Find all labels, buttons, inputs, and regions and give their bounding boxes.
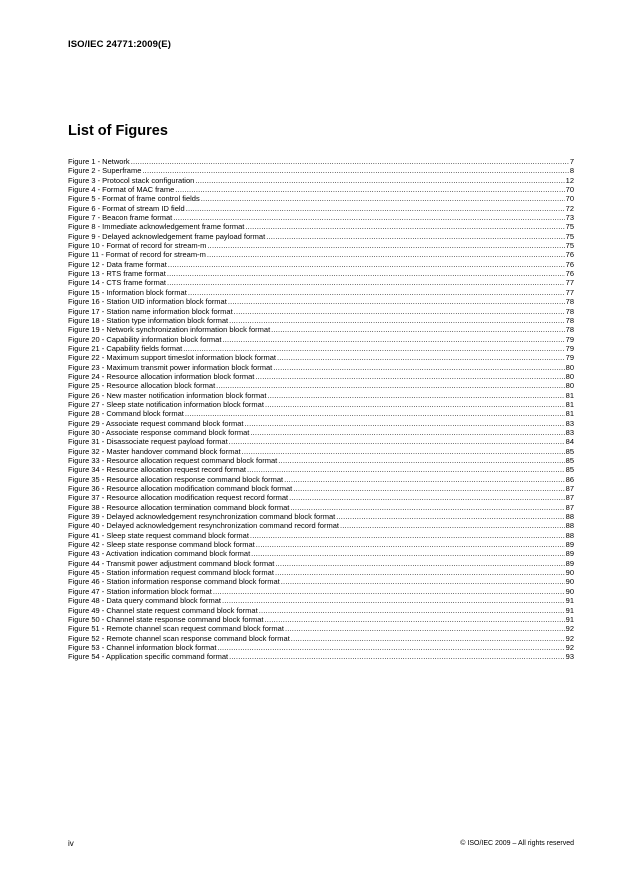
toc-entry[interactable]: [68, 288, 574, 297]
dot-leader: [266, 232, 564, 241]
figure-label: Figure 15 - Information block format: [68, 287, 187, 297]
toc-entry[interactable]: [68, 185, 574, 194]
figure-page-number: 92: [565, 633, 574, 643]
figure-page-number: 8: [569, 166, 574, 176]
toc-entry[interactable]: [68, 559, 574, 568]
figure-page-number: 89: [565, 558, 574, 568]
figure-label: Figure 13 - RTS frame format: [68, 269, 166, 279]
figure-page-number: 73: [565, 213, 574, 223]
figure-page-number: 88: [565, 512, 574, 522]
toc-entry[interactable]: [68, 531, 574, 540]
toc-entry[interactable]: [68, 624, 574, 633]
dot-leader: [245, 222, 564, 231]
dot-leader: [250, 428, 564, 437]
dot-leader: [228, 297, 565, 306]
dot-leader: [229, 316, 565, 325]
toc-entry[interactable]: [68, 157, 574, 166]
figure-page-number: 87: [565, 493, 574, 503]
figure-page-number: 80: [565, 371, 574, 381]
toc-entry[interactable]: [68, 269, 574, 278]
figure-label: Figure 9 - Delayed acknowledgement frame payload format: [68, 231, 266, 241]
figure-page-number: 85: [565, 446, 574, 456]
toc-entry[interactable]: [68, 419, 574, 428]
figure-page-number: 92: [565, 642, 574, 652]
figure-page-number: 76: [565, 250, 574, 260]
figure-label: Figure 8 - Immediate acknowledgement frame format: [68, 222, 245, 232]
figure-label: Figure 41 - Sleep state request command block format: [68, 530, 249, 540]
figure-label: Figure 44 - Transmit power adjustment command block format: [68, 558, 275, 568]
dot-leader: [183, 344, 564, 353]
figure-label: Figure 6 - Format of stream ID field: [68, 203, 185, 213]
figure-label: Figure 54 - Application specific command format: [68, 652, 229, 662]
toc-entry[interactable]: [68, 344, 574, 353]
figure-page-number: 77: [565, 287, 574, 297]
figure-page-number: 86: [565, 474, 574, 484]
figure-page-number: 84: [565, 437, 574, 447]
document-header: ISO/IEC 24771:2009(E): [68, 39, 171, 50]
figure-label: Figure 11 - Format of record for stream-m: [68, 250, 206, 260]
dot-leader: [207, 250, 565, 259]
page-title: List of Figures: [68, 123, 168, 139]
figure-label: Figure 29 - Associate request command block format: [68, 418, 244, 428]
figure-page-number: 81: [565, 399, 574, 409]
figure-label: Figure 52 - Remote channel scan response command block format: [68, 633, 290, 643]
toc-entry[interactable]: [68, 484, 574, 493]
dot-leader: [250, 531, 565, 540]
toc-entry[interactable]: [68, 335, 574, 344]
figure-label: Figure 35 - Resource allocation response command block format: [68, 474, 284, 484]
dot-leader: [247, 465, 565, 474]
figure-label: Figure 16 - Station UID information block format: [68, 297, 227, 307]
figure-label: Figure 32 - Master handover command block format: [68, 446, 241, 456]
toc-entry[interactable]: [68, 409, 574, 418]
toc-entry[interactable]: [68, 475, 574, 484]
dot-leader: [245, 419, 565, 428]
figure-label: Figure 39 - Delayed acknowledgement resynchronization command block format: [68, 512, 336, 522]
figure-page-number: 89: [565, 540, 574, 550]
dot-leader: [275, 559, 564, 568]
figure-page-number: 70: [565, 185, 574, 195]
figure-label: Figure 17 - Station name information block format: [68, 306, 233, 316]
toc-entry[interactable]: [68, 615, 574, 624]
dot-leader: [216, 381, 565, 390]
figure-label: Figure 30 - Associate response command block format: [68, 427, 250, 437]
figure-label: Figure 19 - Network synchronization information block format: [68, 325, 271, 335]
figure-page-number: 90: [565, 568, 574, 578]
toc-entry[interactable]: [68, 428, 574, 437]
toc-entry[interactable]: [68, 643, 574, 652]
toc-entry[interactable]: [68, 437, 574, 446]
figure-page-number: 91: [565, 614, 574, 624]
dot-leader: [229, 437, 565, 446]
figure-page-number: 81: [565, 390, 574, 400]
list-of-figures: [68, 157, 574, 662]
figure-page-number: 88: [565, 521, 574, 531]
toc-entry[interactable]: [68, 307, 574, 316]
toc-entry[interactable]: [68, 372, 574, 381]
toc-entry[interactable]: [68, 596, 574, 605]
dot-leader: [217, 643, 564, 652]
figure-label: Figure 25 - Resource allocation block format: [68, 381, 216, 391]
dot-leader: [186, 204, 565, 213]
figure-page-number: 75: [565, 222, 574, 232]
toc-entry[interactable]: [68, 363, 574, 372]
dot-leader: [185, 409, 565, 418]
toc-entry[interactable]: [68, 447, 574, 456]
figure-label: Figure 18 - Station type information block format: [68, 315, 229, 325]
figure-label: Figure 49 - Channel state request command block format: [68, 605, 258, 615]
toc-entry[interactable]: [68, 400, 574, 409]
figure-page-number: 75: [565, 231, 574, 241]
figure-label: Figure 26 - New master notification information block format: [68, 390, 267, 400]
toc-entry[interactable]: [68, 577, 574, 586]
dot-leader: [281, 577, 565, 586]
dot-leader: [285, 624, 565, 633]
dot-leader: [242, 447, 565, 456]
dot-leader: [188, 288, 565, 297]
dot-leader: [259, 606, 565, 615]
dot-leader: [201, 194, 565, 203]
figure-label: Figure 45 - Station information request command block format: [68, 568, 274, 578]
figure-label: Figure 38 - Resource allocation termination command block format: [68, 502, 290, 512]
figure-label: Figure 40 - Delayed acknowledgement resynchronization command record format: [68, 521, 339, 531]
figure-page-number: 92: [565, 624, 574, 634]
figure-label: Figure 50 - Channel state response command block format: [68, 614, 264, 624]
toc-entry[interactable]: [68, 587, 574, 596]
figure-page-number: 79: [565, 334, 574, 344]
figure-page-number: 78: [565, 297, 574, 307]
dot-leader: [168, 260, 565, 269]
dot-leader: [273, 363, 564, 372]
figure-page-number: 76: [565, 259, 574, 269]
dot-leader: [293, 484, 564, 493]
dot-leader: [290, 503, 564, 512]
figure-label: Figure 4 - Format of MAC frame: [68, 185, 175, 195]
copyright-notice: © ISO/IEC 2009 – All rights reserved: [460, 840, 574, 847]
dot-leader: [271, 325, 564, 334]
dot-leader: [251, 549, 564, 558]
figure-label: Figure 53 - Channel information block format: [68, 642, 217, 652]
toc-entry[interactable]: [68, 381, 574, 390]
figure-label: Figure 34 - Resource allocation request record format: [68, 465, 247, 475]
toc-entry[interactable]: [68, 512, 574, 521]
figure-page-number: 87: [565, 484, 574, 494]
dot-leader: [265, 615, 565, 624]
toc-entry[interactable]: [68, 194, 574, 203]
figure-label: Figure 47 - Station information block format: [68, 586, 212, 596]
dot-leader: [195, 176, 564, 185]
dot-leader: [278, 456, 564, 465]
figure-page-number: 77: [565, 278, 574, 288]
toc-entry[interactable]: [68, 652, 574, 661]
toc-entry[interactable]: [68, 521, 574, 530]
figure-page-number: 76: [565, 269, 574, 279]
dot-leader: [277, 353, 565, 362]
toc-entry[interactable]: [68, 250, 574, 259]
figure-label: Figure 43 - Activation indication command block format: [68, 549, 251, 559]
figure-label: Figure 2 - Superframe: [68, 166, 142, 176]
figure-page-number: 90: [565, 586, 574, 596]
page-number: iv: [68, 839, 74, 848]
figure-page-number: 85: [565, 456, 574, 465]
toc-entry[interactable]: [68, 241, 574, 250]
figure-label: Figure 28 - Command block format: [68, 409, 184, 419]
dot-leader: [213, 587, 565, 596]
figure-page-number: 83: [565, 427, 574, 437]
toc-entry[interactable]: [68, 540, 574, 549]
dot-leader: [173, 213, 564, 222]
figure-label: Figure 46 - Station information response command block format: [68, 577, 280, 587]
dot-leader: [167, 269, 565, 278]
figure-label: Figure 12 - Data frame format: [68, 259, 167, 269]
toc-entry[interactable]: [68, 232, 574, 241]
toc-entry[interactable]: [68, 278, 574, 287]
figure-page-number: 72: [565, 203, 574, 213]
figure-page-number: 78: [565, 315, 574, 325]
figure-page-number: 78: [565, 325, 574, 335]
toc-entry[interactable]: [68, 493, 574, 502]
dot-leader: [167, 278, 565, 287]
figure-page-number: 90: [565, 577, 574, 587]
dot-leader: [207, 241, 564, 250]
figure-page-number: 75: [565, 241, 574, 251]
figure-label: Figure 1 - Network: [68, 157, 130, 166]
toc-entry[interactable]: [68, 297, 574, 306]
figure-label: Figure 21 - Capability fields format: [68, 343, 183, 353]
figure-page-number: 85: [565, 465, 574, 475]
toc-entry[interactable]: [68, 213, 574, 222]
figure-page-number: 83: [565, 418, 574, 428]
figure-page-number: 81: [565, 409, 574, 419]
dot-leader: [229, 652, 565, 661]
dot-leader: [222, 335, 564, 344]
dot-leader: [256, 540, 565, 549]
dot-leader: [340, 521, 565, 530]
dot-leader: [142, 166, 568, 175]
toc-entry[interactable]: [68, 456, 574, 465]
toc-entry[interactable]: [68, 568, 574, 577]
figure-page-number: 91: [565, 596, 574, 606]
toc-entry[interactable]: [68, 391, 574, 400]
toc-entry[interactable]: [68, 325, 574, 334]
figure-page-number: 70: [565, 194, 574, 204]
toc-entry[interactable]: [68, 316, 574, 325]
figure-label: Figure 48 - Data query command block format: [68, 596, 221, 606]
figure-page-number: 88: [565, 530, 574, 540]
figure-label: Figure 7 - Beacon frame format: [68, 213, 173, 223]
dot-leader: [336, 512, 564, 521]
figure-page-number: 78: [565, 306, 574, 316]
figure-label: Figure 51 - Remote channel scan request command block format: [68, 624, 284, 634]
dot-leader: [284, 475, 565, 484]
figure-label: Figure 24 - Resource allocation information block format: [68, 371, 255, 381]
figure-page-number: 89: [565, 549, 574, 559]
dot-leader: [267, 391, 564, 400]
figure-label: Figure 42 - Sleep state response command block format: [68, 540, 255, 550]
figure-label: Figure 31 - Disassociate request payload format: [68, 437, 228, 447]
figure-page-number: 79: [565, 343, 574, 353]
dot-leader: [265, 400, 565, 409]
figure-page-number: 91: [565, 605, 574, 615]
figure-label: Figure 23 - Maximum transmit power information block format: [68, 362, 273, 372]
toc-entry[interactable]: [68, 166, 574, 175]
dot-leader: [289, 493, 565, 502]
toc-entry[interactable]: [68, 176, 574, 185]
figure-page-number: 12: [565, 175, 574, 185]
dot-leader: [175, 185, 564, 194]
toc-entry[interactable]: [68, 549, 574, 558]
figure-label: Figure 10 - Format of record for stream-m: [68, 241, 207, 251]
toc-entry[interactable]: [68, 606, 574, 615]
toc-entry[interactable]: [68, 260, 574, 269]
figure-page-number: 79: [565, 353, 574, 363]
figure-page-number: 80: [565, 381, 574, 391]
figure-label: Figure 37 - Resource allocation modification request record format: [68, 493, 289, 503]
dot-leader: [291, 634, 565, 643]
toc-entry[interactable]: [68, 503, 574, 512]
toc-entry[interactable]: [68, 222, 574, 231]
dot-leader: [275, 568, 565, 577]
toc-entry[interactable]: [68, 353, 574, 362]
figure-label: Figure 20 - Capability information block format: [68, 334, 222, 344]
figure-page-number: 87: [565, 502, 574, 512]
toc-entry[interactable]: [68, 465, 574, 474]
figure-label: Figure 27 - Sleep state notification information block format: [68, 399, 264, 409]
dot-leader: [222, 596, 565, 605]
figure-label: Figure 33 - Resource allocation request command block format: [68, 456, 278, 465]
figure-label: Figure 14 - CTS frame format: [68, 278, 166, 288]
dot-leader: [255, 372, 564, 381]
toc-entry[interactable]: [68, 634, 574, 643]
figure-page-number: 80: [565, 362, 574, 372]
figure-label: Figure 3 - Protocol stack configuration: [68, 175, 195, 185]
dot-leader: [131, 157, 569, 166]
figure-label: Figure 5 - Format of frame control fields: [68, 194, 200, 204]
figure-page-number: 7: [569, 157, 574, 166]
dot-leader: [234, 307, 565, 316]
figure-label: Figure 36 - Resource allocation modification command block format: [68, 484, 293, 494]
figure-label: Figure 22 - Maximum support timeslot information block format: [68, 353, 276, 363]
figure-page-number: 93: [565, 652, 574, 662]
toc-entry[interactable]: [68, 204, 574, 213]
